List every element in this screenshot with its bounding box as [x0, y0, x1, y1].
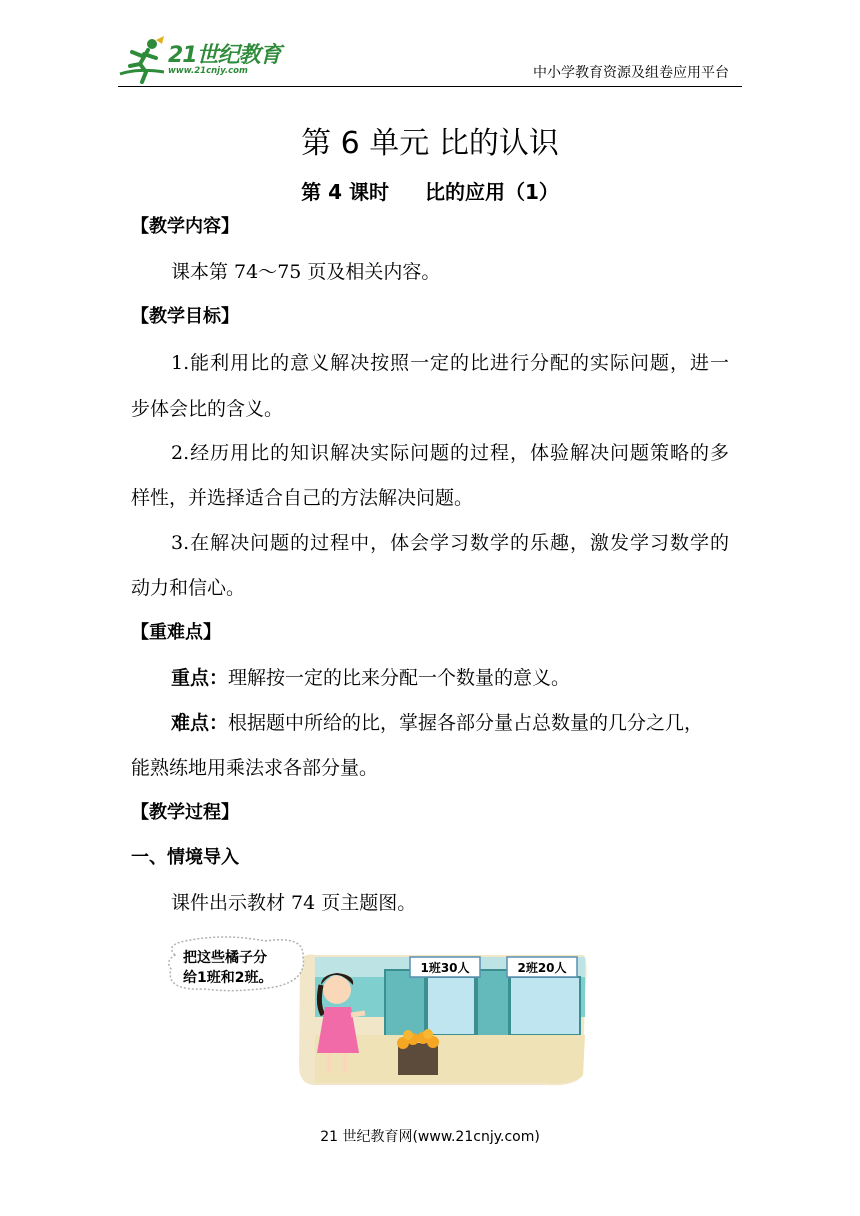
key-point: [171, 663, 570, 693]
lesson-subtitle: [0, 176, 860, 205]
classroom-scene-image: [165, 935, 590, 1090]
content-text: 课本第 74～75 页及相关内容。: [171, 261, 441, 283]
site-logo[interactable]: [118, 36, 288, 86]
key-text: 理解按一定的比来分配一个数量的意义。: [228, 667, 571, 689]
hard-label: 难点：: [171, 712, 229, 734]
sign-class-1: 1班30人: [420, 961, 470, 975]
runner-icon: [118, 36, 168, 84]
process-heading: 【教学过程】: [131, 802, 239, 823]
lesson-topic: 比的应用（1）: [424, 180, 559, 204]
key-points-heading: 【重难点】: [131, 622, 221, 643]
hard-text-line-1: 根据题中所给的比，掌握各部分量占总数量的几分之几，: [228, 712, 704, 734]
difficult-point-line-1: [171, 708, 729, 738]
step-1-heading: 一、情境导入: [131, 847, 239, 868]
page-footer[interactable]: 21 世纪教育网(www.21cnjy.com): [320, 1129, 540, 1145]
difficult-point-line-2: 能熟练地用乘法求各部分量。: [131, 757, 379, 779]
speech-bubble-line-1: 把这些橘子分: [183, 950, 267, 966]
unit-title: 第 6 单元 比的认识: [301, 126, 559, 161]
goal-2-line-2: 样性，并选择适合自己的方法解决问题。: [131, 487, 474, 509]
goal-3-line-2: 动力和信心。: [131, 577, 246, 599]
goal-1-line-1: 1.能利用比的意义解决按照一定的比进行分配的实际问题，进一: [171, 352, 729, 374]
speech-bubble-line-2: 给1班和2班。: [183, 970, 273, 986]
goals-heading: 【教学目标】: [131, 306, 239, 327]
logo-text: 21世纪教育: [168, 43, 281, 68]
textbook-illustration: [165, 935, 590, 1090]
logo-url: www.21cnjy.com: [168, 66, 248, 76]
lesson-number: 第 4 课时: [301, 180, 389, 204]
step-1-text: 课件出示教材 74 页主题图。: [171, 892, 417, 914]
goal-1-line-2: 步体会比的含义。: [131, 398, 284, 420]
sign-class-2: 2班20人: [517, 961, 567, 975]
platform-name: 中小学教育资源及组卷应用平台: [533, 65, 729, 81]
goal-2-line-1: 2.经历用比的知识解决实际问题的过程，体验解决问题策略的多: [171, 442, 729, 464]
key-label: 重点：: [171, 667, 229, 689]
goal-3-line-1: 3.在解决问题的过程中，体会学习数学的乐趣，激发学习数学的: [171, 532, 729, 554]
content-heading: 【教学内容】: [131, 216, 239, 237]
header-divider: [118, 86, 742, 87]
